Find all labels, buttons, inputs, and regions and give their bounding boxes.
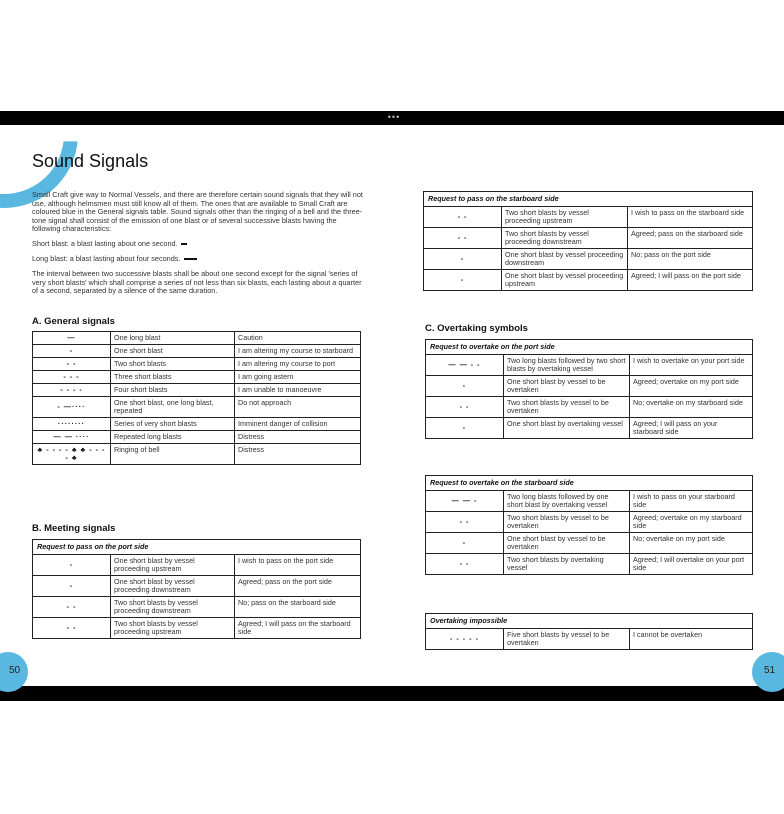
right-page-number: 51 [764, 665, 776, 676]
signal-meaning: No; pass on the starboard side [235, 597, 361, 618]
table-subheading: Request to overtake on the port side [426, 340, 753, 355]
signal-description: Two short blasts by vessel to be overtaken [504, 512, 630, 533]
signal-symbol: - - - - [33, 384, 111, 397]
signal-meaning: No; overtake on my starboard side [630, 397, 753, 418]
signal-symbol: - - [424, 228, 502, 249]
signal-symbol: — — - - [426, 355, 504, 376]
signal-description: One short blast by vessel proceeding upstream [502, 270, 628, 291]
table-row [33, 371, 361, 384]
signal-symbol: ♣ - - - - ♣ ♣ - - - - ♣ [33, 444, 111, 465]
signal-meaning: No; pass on the port side [628, 249, 753, 270]
table-row [426, 397, 753, 418]
table-row [33, 555, 361, 576]
signal-meaning: I am unable to manoeuvre [235, 384, 361, 397]
table-row [426, 418, 753, 439]
left-page-number: 50 [9, 665, 21, 676]
signal-meaning: No; overtake on my port side [630, 533, 753, 554]
table-subheading: Overtaking impossible [426, 614, 753, 629]
signal-symbol: - - [426, 397, 504, 418]
table-row [33, 618, 361, 639]
signal-meaning: Distress [235, 444, 361, 465]
signal-meaning: Distress [235, 431, 361, 444]
interval-paragraph: The interval between two successive blasts shall be about one second except for the signal 'series of very short blasts' which shall comprise a series of not less than six blasts, each lasting about a quarter of a second, separated by a silence of the same duration. [32, 269, 362, 296]
table-subheading: Request to overtake on the starboard side [426, 476, 753, 491]
signal-symbol: - - [33, 618, 111, 639]
table-row [33, 597, 361, 618]
table-row [33, 418, 361, 431]
signal-description: Four short blasts [111, 384, 235, 397]
signal-symbol: - - [33, 597, 111, 618]
table-row [426, 355, 753, 376]
decorative-arc [0, 60, 78, 208]
table-row [424, 228, 753, 249]
overtaking-impossible-table [425, 613, 753, 650]
signal-meaning: Agreed; overtake on my port side [630, 376, 753, 397]
signal-symbol: - [33, 576, 111, 597]
signal-symbol: ········ [33, 418, 111, 431]
signal-meaning: Agreed; I will overtake on your port side [630, 554, 753, 575]
page-title: Sound Signals [32, 151, 149, 171]
signal-description: One short blast [111, 345, 235, 358]
signal-meaning: Agreed; pass on the starboard side [628, 228, 753, 249]
table-row [33, 384, 361, 397]
signal-description: Two short blasts by vessel to be overtaken [504, 397, 630, 418]
signal-meaning: I wish to pass on the port side [235, 555, 361, 576]
signal-description: One short blast by vessel proceeding downstream [502, 249, 628, 270]
signal-meaning: Agreed; I will pass on the starboard side [235, 618, 361, 639]
table-row [426, 533, 753, 554]
signal-symbol: - [426, 533, 504, 554]
signal-symbol: - - [424, 207, 502, 228]
overtake-port-table [425, 339, 753, 439]
signal-description: One short blast by vessel proceeding upstream [111, 555, 235, 576]
signal-symbol: — — ···· [33, 431, 111, 444]
signal-symbol: - [424, 270, 502, 291]
signal-meaning: Imminent danger of collision [235, 418, 361, 431]
signal-meaning: Agreed; I will pass on the port side [628, 270, 753, 291]
table-subheading: Request to pass on the port side [33, 540, 361, 555]
signal-description: One long blast [111, 332, 235, 345]
signal-description: One short blast, one long blast, repeated [111, 397, 235, 418]
meeting-signals-heading: B. Meeting signals [32, 523, 116, 534]
short-blast-definition: Short blast: a blast lasting about one second. [32, 240, 367, 249]
table-row [424, 270, 753, 291]
signal-symbol: - [33, 555, 111, 576]
signal-meaning: I am altering my course to port [235, 358, 361, 371]
signal-description: Ringing of bell [111, 444, 235, 465]
signal-meaning: I wish to overtake on your port side [630, 355, 753, 376]
signal-meaning: I wish to pass on the starboard side [628, 207, 753, 228]
signal-description: Two short blasts by vessel proceeding downstream [502, 228, 628, 249]
table-row [33, 358, 361, 371]
signal-symbol: - [426, 376, 504, 397]
signal-description: Two short blasts by vessel proceeding downstream [111, 597, 235, 618]
signal-description: Two long blasts followed by two short blasts by overtaking vessel [504, 355, 630, 376]
signal-symbol: - - - - - [426, 629, 504, 650]
signal-description: Two short blasts by vessel proceeding upstream [111, 618, 235, 639]
overtake-starboard-table [425, 475, 753, 575]
signal-symbol: - —···· [33, 397, 111, 418]
signal-symbol: - - [33, 358, 111, 371]
signal-meaning: Agreed; overtake on my starboard side [630, 512, 753, 533]
signal-symbol: - [426, 418, 504, 439]
meeting-signals-table [32, 539, 361, 639]
intro-paragraph: Small Craft give way to Normal Vessels, and there are therefore certain sound signals that they will not use, although helmsmen must still know all of them. The ones that are available to Small Craft are coloured blue in the General signals table. Sound signals other than the ringing of a bell and the three-tone signal shall consist of the emission of one blast or of several successive blasts having the following characteristics: [32, 190, 363, 234]
signal-description: Two long blasts followed by one short blast by overtaking vessel [504, 491, 630, 512]
short-blast-icon [181, 243, 187, 245]
signal-description: One short blast by vessel to be overtaken [504, 533, 630, 554]
table-subheading: Request to pass on the starboard side [424, 192, 753, 207]
general-signals-heading: A. General signals [32, 316, 115, 327]
table-row [33, 431, 361, 444]
signal-description: Two short blasts by vessel proceeding upstream [502, 207, 628, 228]
signal-description: Five short blasts by vessel to be overtaken [504, 629, 630, 650]
signal-meaning: Agreed; pass on the port side [235, 576, 361, 597]
table-row [424, 249, 753, 270]
general-signals-table [32, 331, 361, 465]
signal-meaning: I am going astern [235, 371, 361, 384]
long-blast-definition: Long blast: a blast lasting about four seconds. [32, 255, 367, 264]
table-row [33, 397, 361, 418]
long-blast-icon [184, 258, 197, 260]
table-row [33, 332, 361, 345]
table-row [426, 376, 753, 397]
signal-description: One short blast by overtaking vessel [504, 418, 630, 439]
more-icon[interactable]: ••• [387, 112, 401, 122]
signal-symbol: - [33, 345, 111, 358]
table-row [426, 554, 753, 575]
signal-description: Three short blasts [111, 371, 235, 384]
bottom-bar [0, 686, 784, 701]
table-row [33, 576, 361, 597]
table-row [33, 444, 361, 465]
signal-symbol: - [424, 249, 502, 270]
signal-description: Series of very short blasts [111, 418, 235, 431]
table-row [33, 345, 361, 358]
table-row [426, 512, 753, 533]
signal-symbol: — [33, 332, 111, 345]
signal-description: One short blast by vessel to be overtaken [504, 376, 630, 397]
signal-meaning: Agreed; I will pass on your starboard side [630, 418, 753, 439]
signal-description: Two short blasts by overtaking vessel [504, 554, 630, 575]
starboard-pass-table [423, 191, 753, 291]
signal-symbol: - - - [33, 371, 111, 384]
signal-symbol: - - [426, 554, 504, 575]
signal-meaning: Do not approach [235, 397, 361, 418]
signal-description: Two short blasts [111, 358, 235, 371]
table-row [426, 629, 753, 650]
signal-symbol: — — - [426, 491, 504, 512]
signal-description: Repeated long blasts [111, 431, 235, 444]
table-row [424, 207, 753, 228]
signal-meaning: I am altering my course to starboard [235, 345, 361, 358]
signal-meaning: I cannot be overtaken [630, 629, 753, 650]
signal-symbol: - - [426, 512, 504, 533]
signal-meaning: I wish to pass on your starboard side [630, 491, 753, 512]
signal-description: One short blast by vessel proceeding downstream [111, 576, 235, 597]
overtaking-heading: C. Overtaking symbols [425, 323, 528, 334]
table-row [426, 491, 753, 512]
signal-meaning: Caution [235, 332, 361, 345]
